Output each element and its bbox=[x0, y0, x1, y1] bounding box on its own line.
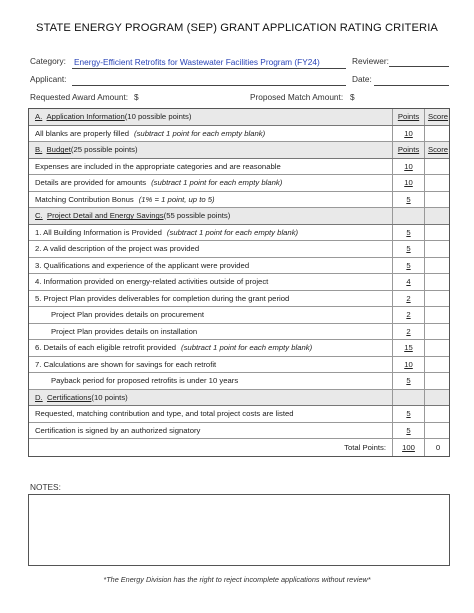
date-field[interactable] bbox=[374, 85, 449, 86]
criteria-points: 5 bbox=[406, 260, 411, 270]
criteria-row bbox=[29, 159, 449, 176]
category-label: Category: bbox=[30, 56, 66, 66]
category-underline bbox=[72, 68, 346, 69]
criteria-points: 5 bbox=[406, 194, 411, 204]
score-cell[interactable] bbox=[425, 258, 451, 274]
section-suffix: (25 possible points) bbox=[70, 145, 138, 155]
score-cell[interactable] bbox=[425, 274, 451, 290]
match-amount-label: Proposed Match Amount: bbox=[250, 92, 344, 102]
points-header: Points bbox=[393, 142, 425, 158]
total-row bbox=[29, 439, 449, 456]
criteria-hint: (subtract 1 point for each empty blank) bbox=[181, 343, 313, 353]
criteria-text: 2. A valid description of the project was provided bbox=[35, 244, 200, 254]
criteria-text: Payback period for proposed retrofits is under 10 years bbox=[51, 376, 239, 386]
section-title: Application Information bbox=[46, 112, 125, 122]
score-cell[interactable] bbox=[425, 406, 451, 422]
applicant-field[interactable] bbox=[72, 85, 346, 86]
criteria-text: Requested, matching contribution and type, and total project costs are listed bbox=[35, 409, 294, 419]
criteria-text: 1. All Building Information is Provided bbox=[35, 227, 162, 237]
score-cell[interactable] bbox=[425, 340, 451, 356]
criteria-points: 5 bbox=[406, 244, 411, 254]
score-cell[interactable] bbox=[425, 159, 451, 175]
criteria-row bbox=[29, 175, 449, 192]
criteria-row bbox=[29, 192, 449, 209]
requested-award-currency[interactable]: $ bbox=[134, 92, 139, 102]
criteria-points: 4 bbox=[406, 277, 411, 287]
section-suffix: (55 possible points) bbox=[163, 211, 231, 221]
criteria-points: 2 bbox=[406, 293, 411, 303]
rating-table bbox=[28, 108, 450, 457]
section-title: Budget bbox=[46, 145, 71, 155]
criteria-points: 10 bbox=[404, 178, 413, 188]
section-header-b bbox=[29, 142, 449, 159]
total-score: 0 bbox=[435, 442, 441, 452]
criteria-row bbox=[29, 126, 449, 143]
criteria-row bbox=[29, 307, 449, 324]
score-cell[interactable] bbox=[425, 126, 451, 142]
criteria-points: 5 bbox=[406, 425, 411, 435]
criteria-points: 10 bbox=[404, 161, 413, 171]
reviewer-field[interactable] bbox=[389, 66, 449, 67]
score-cell[interactable] bbox=[425, 241, 451, 257]
criteria-row bbox=[29, 241, 449, 258]
score-cell[interactable] bbox=[425, 423, 451, 439]
criteria-text: 6. Details of each eligible retrofit provided bbox=[35, 343, 177, 353]
page-title: STATE ENERGY PROGRAM (SEP) GRANT APPLICATION RATING CRITERIA bbox=[36, 22, 438, 34]
reviewer-label: Reviewer: bbox=[352, 56, 389, 66]
criteria-hint: (subtract 1 point for each empty blank) bbox=[134, 128, 266, 138]
category-value[interactable]: Energy-Efficient Retrofits for Wastewater Facilities Program (FY24) bbox=[74, 57, 320, 67]
criteria-points: 5 bbox=[406, 227, 411, 237]
criteria-row bbox=[29, 406, 449, 423]
criteria-row bbox=[29, 225, 449, 242]
criteria-row bbox=[29, 274, 449, 291]
criteria-points: 5 bbox=[406, 376, 411, 386]
criteria-text: Details are provided for amounts bbox=[35, 178, 147, 188]
score-cell[interactable] bbox=[425, 307, 451, 323]
criteria-text: 7. Calculations are shown for savings for each retrofit bbox=[35, 359, 217, 369]
section-prefix: B. bbox=[35, 145, 43, 155]
criteria-text: Certification is signed by an authorized signatory bbox=[35, 425, 201, 435]
section-prefix: A. bbox=[35, 112, 43, 122]
score-cell[interactable] bbox=[425, 291, 451, 307]
criteria-points: 15 bbox=[404, 343, 413, 353]
footer-note: *The Energy Division has the right to reject incomplete applications without review* bbox=[103, 575, 371, 584]
criteria-text: 3. Qualifications and experience of the applicant were provided bbox=[35, 260, 250, 270]
points-header: Points bbox=[393, 109, 425, 125]
criteria-text: Expenses are included in the appropriate categories and are reasonable bbox=[35, 161, 281, 171]
criteria-hint: (subtract 1 point for each empty blank) bbox=[151, 178, 283, 188]
criteria-points: 5 bbox=[406, 409, 411, 419]
applicant-label: Applicant: bbox=[30, 74, 67, 84]
notes-label: NOTES: bbox=[30, 482, 61, 492]
date-label: Date: bbox=[352, 74, 372, 84]
criteria-text: Project Plan provides details on procurement bbox=[51, 310, 204, 320]
section-suffix: (10 points) bbox=[91, 392, 128, 402]
section-prefix: C. bbox=[35, 211, 43, 221]
section-header-d bbox=[29, 390, 449, 407]
notes-textarea[interactable] bbox=[28, 494, 450, 566]
match-amount-currency[interactable]: $ bbox=[350, 92, 355, 102]
criteria-points: 10 bbox=[404, 128, 413, 138]
criteria-text: All blanks are properly filled bbox=[35, 128, 130, 138]
criteria-text: Matching Contribution Bonus bbox=[35, 194, 134, 204]
score-cell[interactable] bbox=[425, 373, 451, 389]
criteria-points: 2 bbox=[406, 310, 411, 320]
criteria-points: 2 bbox=[406, 326, 411, 336]
criteria-text: Project Plan provides details on installation bbox=[51, 326, 198, 336]
criteria-row bbox=[29, 324, 449, 341]
criteria-points: 10 bbox=[404, 359, 413, 369]
criteria-text: 4. Information provided on energy-related activities outside of project bbox=[35, 277, 269, 287]
section-header-c bbox=[29, 208, 449, 225]
criteria-row bbox=[29, 373, 449, 390]
score-cell[interactable] bbox=[425, 324, 451, 340]
requested-award-label: Requested Award Amount: bbox=[30, 92, 129, 102]
criteria-row bbox=[29, 340, 449, 357]
section-title: Certifications bbox=[46, 392, 92, 402]
criteria-row bbox=[29, 291, 449, 308]
criteria-row bbox=[29, 423, 449, 440]
section-header-a bbox=[29, 109, 449, 126]
total-label: Total Points: bbox=[344, 442, 386, 452]
criteria-row bbox=[29, 258, 449, 275]
section-suffix: (10 possible points) bbox=[124, 112, 192, 122]
section-prefix: D. bbox=[35, 392, 43, 402]
score-cell[interactable] bbox=[425, 175, 451, 191]
score-header: Score bbox=[427, 145, 449, 155]
criteria-hint: (subtract 1 point for each empty blank) bbox=[166, 227, 299, 237]
section-title: Project Detail and Energy Savings bbox=[46, 211, 164, 221]
score-cell[interactable] bbox=[425, 192, 451, 208]
score-cell[interactable] bbox=[425, 225, 451, 241]
criteria-hint: (1% = 1 point, up to 5) bbox=[138, 194, 215, 204]
criteria-text: 5. Project Plan provides deliverables for completion during the grant period bbox=[35, 293, 290, 303]
criteria-row bbox=[29, 357, 449, 374]
total-points: 100 bbox=[402, 442, 415, 452]
score-cell[interactable] bbox=[425, 357, 451, 373]
score-header: Score bbox=[427, 112, 449, 122]
